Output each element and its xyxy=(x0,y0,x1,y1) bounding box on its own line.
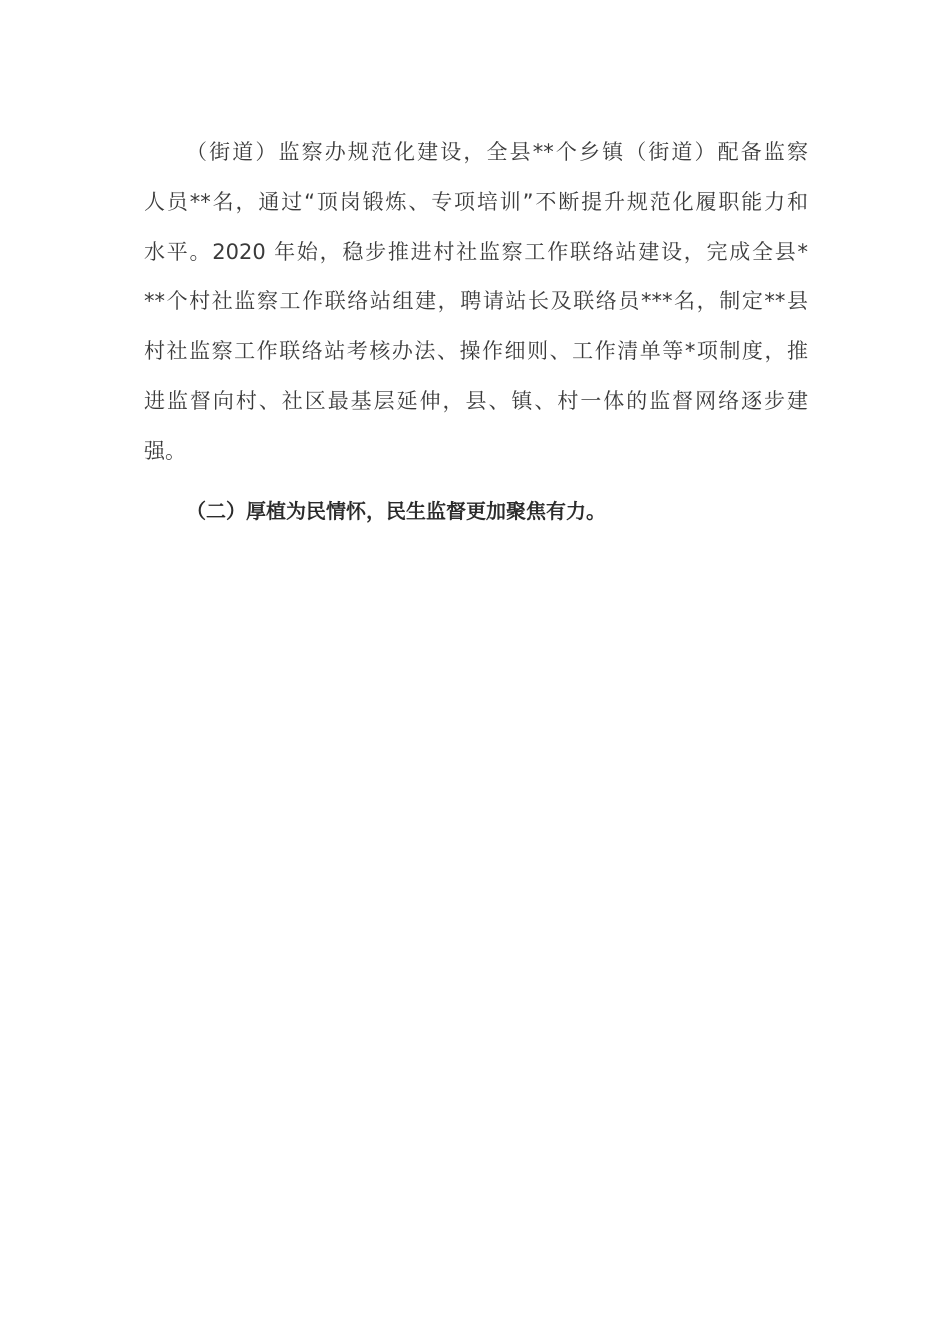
paragraph-line: **个村社监察工作联络站组建，聘请站长及联络员***名，制定**县 xyxy=(144,289,808,314)
paragraph-line: 强。 xyxy=(144,438,186,463)
paragraph-line: 人员**名，通过“顶岗锻炼、专项培训”不断提升规范化履职能力和 xyxy=(144,189,808,214)
paragraph-line: 水平。2020 年始，稳步推进村社监察工作联络站建设，完成全县* xyxy=(144,239,808,264)
paragraph-line: （街道）监察办规范化建设，全县**个乡镇（街道）配备监察 xyxy=(186,140,808,164)
paragraph-line: 进监督向村、社区最基层延伸，县、镇、村一体的监督网络逐步建 xyxy=(144,388,808,413)
body-paragraph xyxy=(144,128,808,477)
paragraph-line: 村社监察工作联络站考核办法、操作细则、工作清单等*项制度，推 xyxy=(144,339,808,364)
section-heading: （二）厚植为民情怀，民生监督更加聚焦有力。 xyxy=(186,499,606,523)
